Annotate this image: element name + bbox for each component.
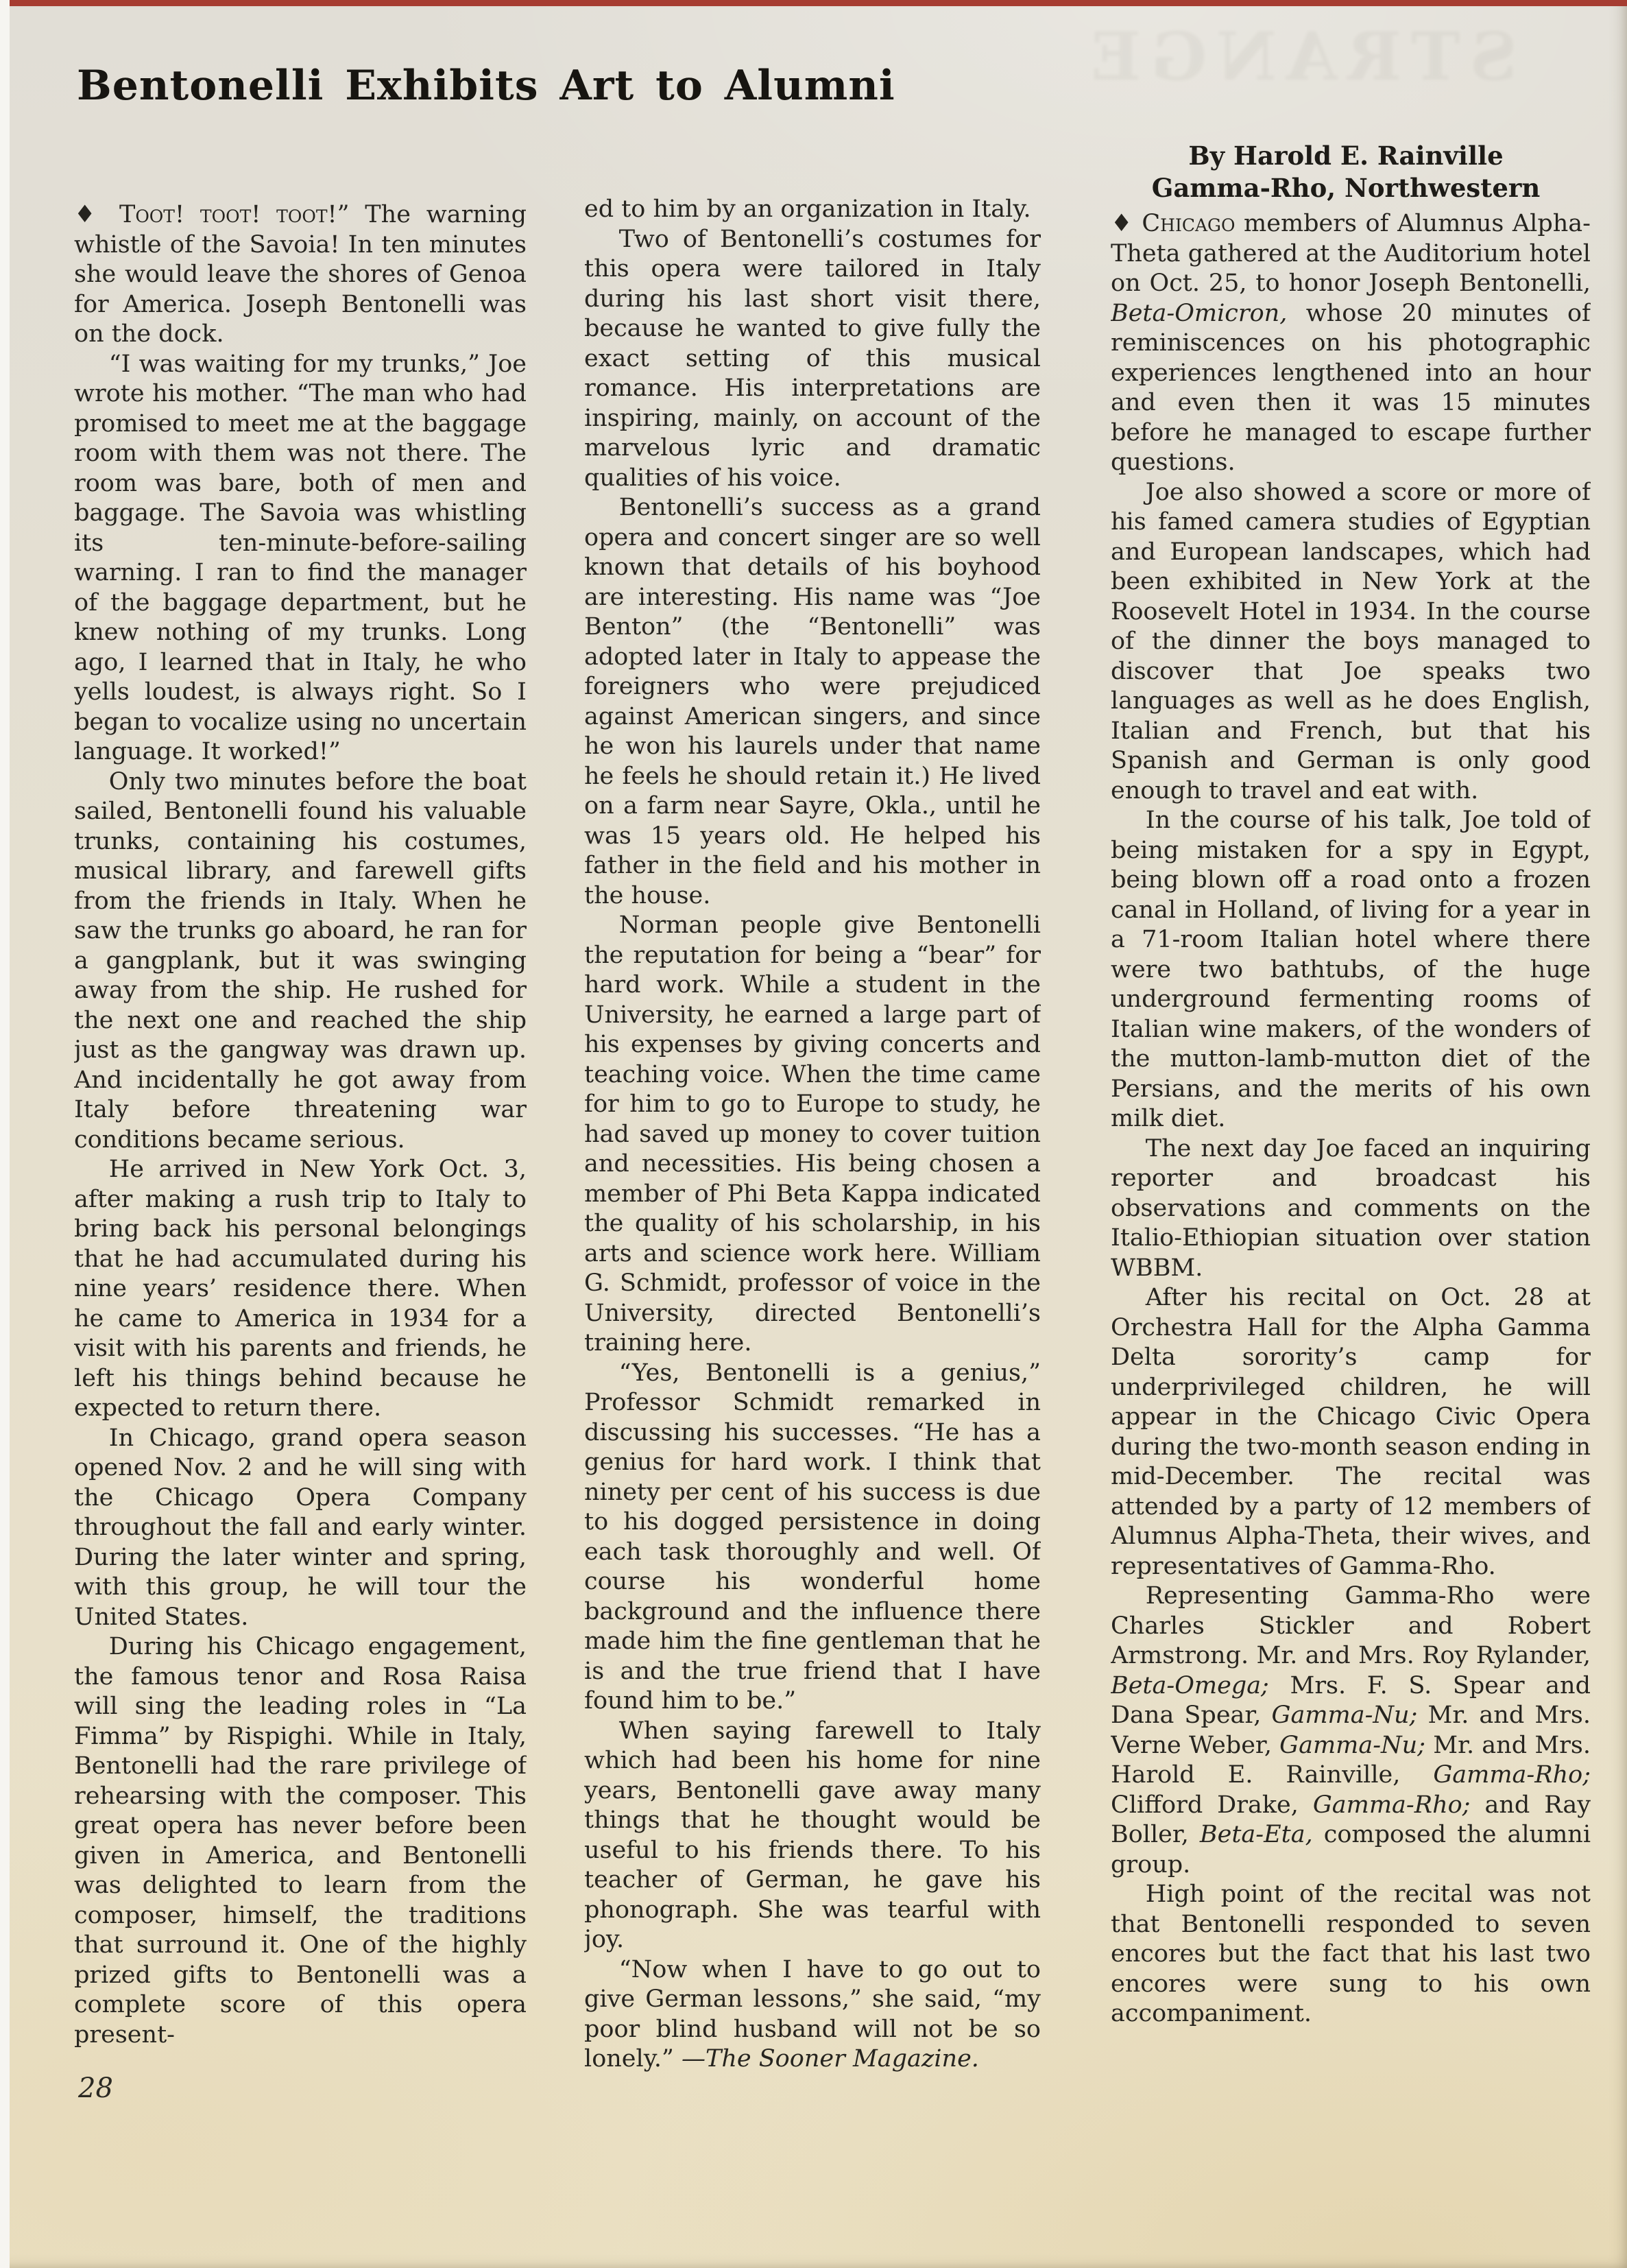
paragraph: Two of Bentonelli’s costumes for this opera were tailored in Italy during his last short visit there, because he wanted to give fully the exact setting of this musical romance. His interpretations are inspiring, mainly, on account of the marvelous lyric and dramatic qualities of his voice. (584, 225, 1041, 492)
paragraph: “I was waiting for my trunks,” Joe wrote his mother. “The man who had promised to meet me at the baggage room with them was not there. The room was bare, both of men and baggage. The Savoia was whistling its ten-minute-before-sailing warning. I ran to find the manager of the baggage department, but he knew nothing of my trunks. Long ago, I learned that in Italy, he who yells loudest, is always right. So I began to vocalize using no uncertain language. It worked!” (74, 350, 527, 765)
paragraph: ♦ Chicago members of Alumnus Alpha-Theta gathered at the Auditorium hotel on Oct. 25, to honor Joseph Bentonelli, Beta-Omicron, whose 20 minutes of reminiscences on his photographic experiences lengthened into an hour and even then it was 15 minutes before he managed to escape further questions. (1111, 210, 1591, 476)
paragraph: Norman people give Bentonelli the reputation for being a “bear” for hard work. While a student in the University, he earned a large part of his expenses by giving concerts and teaching voice. When the time came for him to go to Europe to study, he had saved up money to cover tuition and necessities. His being chosen a member of Phi Beta Kappa indicated the quality of his scholarship, in his arts and science work here. William G. Schmidt, professor of voice in the University, directed Bentonelli’s training here. (584, 911, 1041, 1357)
bleedthrough-ghost-text: STRANGE (1081, 18, 1517, 95)
byline-block (1085, 140, 1606, 204)
article-column-3 (1111, 209, 1591, 2029)
paragraph: In Chicago, grand opera season opened Nov. 2 and he will sing with the Chicago Opera Company throughout the fall and early winter. During the later winter and spring, with this group, he will tour the United States. (74, 1424, 527, 1631)
paragraph: Representing Gamma-Rho were Charles Stickler and Robert Armstrong. Mr. and Mrs. Roy Rylander, Beta-Omega; Mrs. F. S. Spear and Dana Spear, Gamma-Nu; Mr. and Mrs. Verne Weber, Gamma-Nu; Mr. and Mrs. Harold E. Rainville, Gamma-Rho; Clifford Drake, Gamma-Rho; and Ray Boller, Beta-Eta, composed the alumni group. (1111, 1582, 1591, 1878)
paragraph: Only two minutes before the boat sailed, Bentonelli found his valuable trunks, containing his costumes, musical library, and farewell gifts from the friends in Italy. When he saw the trunks go aboard, he ran for a gangplank, but it was swinging away from the ship. He rushed for the next one and reached the ship just as the gangway was drawn up. And incidentally he got away from Italy before threatening war conditions became serious. (74, 767, 527, 1154)
paragraph: “Yes, Bentonelli is a genius,” Professor Schmidt remarked in discussing his successes. “He has a genius for hard work. I think that ninety per cent of his success is due to his dogged persistence in doing each task thoroughly and well. Of course his wonderful home background and the influence there made him the fine gentleman that he is and the true friend that I have found him to be.” (584, 1359, 1041, 1715)
paragraph: When saying farewell to Italy which had been his home for nine years, Bentonelli gave away many things that he thought would be useful to his friends there. To his teacher of German, he gave his phonograph. She was tearful with joy. (584, 1717, 1041, 1953)
scan-edge-left (0, 0, 10, 2268)
paragraph: After his recital on Oct. 28 at Orchestra Hall for the Alpha Gamma Delta sorority’s camp for underprivileged children, he will appear in the Chicago Civic Opera during the two-month season ending in mid-December. The recital was attended by a party of 12 members of Alumnus Alpha-Theta, their wives, and representatives of Gamma-Rho. (1111, 1284, 1591, 1580)
byline-author: By Harold E. Rainville (1188, 141, 1504, 171)
paragraph: “Now when I have to go out to give German lessons,” she said, “my poor blind husband will not be so lonely.” —The Sooner Magazine. (584, 1955, 1041, 2073)
paragraph: ed to him by an organization in Italy. (584, 195, 1031, 223)
paragraph: ♦ Toot! toot! toot!” The warning whistle of the Savoia! In ten minutes she would leave the shores of Genoa for America. Joseph Bentonelli was on the dock. (74, 201, 527, 348)
article-headline: Bentonelli Exhibits Art to Alumni (77, 62, 895, 110)
paragraph: High point of the recital was not that Bentonelli responded to seven encores but the fact that his last two encores were sung to his own accompaniment. (1111, 1881, 1591, 2027)
article-column-1 (74, 200, 527, 2050)
page-number: 28 (78, 2073, 113, 2104)
byline-chapter: Gamma-Rho, Northwestern (1151, 173, 1541, 203)
scan-edge-top-red (10, 0, 1627, 6)
paragraph: He arrived in New York Oct. 3, after making a rush trip to Italy to bring back his personal belongings that he had accumulated during his nine years’ residence there. When he came to America in 1934 for a visit with his parents and friends, he left his things behind because he expected to return there. (74, 1156, 527, 1422)
paragraph: In the course of his talk, Joe told of being mistaken for a spy in Egypt, being blown off a road onto a frozen canal in Holland, of living for a year in a 71-room Italian hotel where there were two bathtubs, of the huge underground fermenting rooms of Italian wine makers, of the wonders of the mutton-lamb-mutton diet of the Persians, and the merits of his own milk diet. (1111, 807, 1591, 1132)
article-column-2 (584, 195, 1041, 2075)
paragraph: Bentonelli’s success as a grand opera and concert singer are so well known that details of his boyhood are interesting. His name was “Joe Benton” (the “Bentonelli” was adopted later in Italy to appease the foreigners who were prejudiced against American singers, and since he won his laurels under that name he feels he should retain it.) He lived on a farm near Sayre, Okla., until he was 15 years old. He helped his father in the field and his mother in the house. (584, 494, 1041, 909)
paragraph: Joe also showed a score or more of his famed camera studies of Egyptian and European landscapes, which had been exhibited in New York at the Roosevelt Hotel in 1934. In the course of the dinner the boys managed to discover that Joe speaks two languages as well as he does English, Italian and French, but that his Spanish and German is only good enough to travel and eat with. (1111, 478, 1591, 804)
paragraph: The next day Joe faced an inquiring reporter and broadcast his observations and comments on the Italio-Ethiopian situation over station WBBM. (1111, 1134, 1591, 1282)
paragraph: During his Chicago engagement, the famous tenor and Rosa Raisa will sing the leading roles in “La Fimma” by Rispighi. While in Italy, Bentonelli had the rare privilege of rehearsing with the composer. This great opera has never before been given in America, and Bentonelli was delighted to learn from the composer, himself, the traditions that surround it. One of the highly prized gifts to Bentonelli was a complete score of this opera present- (74, 1633, 527, 2049)
